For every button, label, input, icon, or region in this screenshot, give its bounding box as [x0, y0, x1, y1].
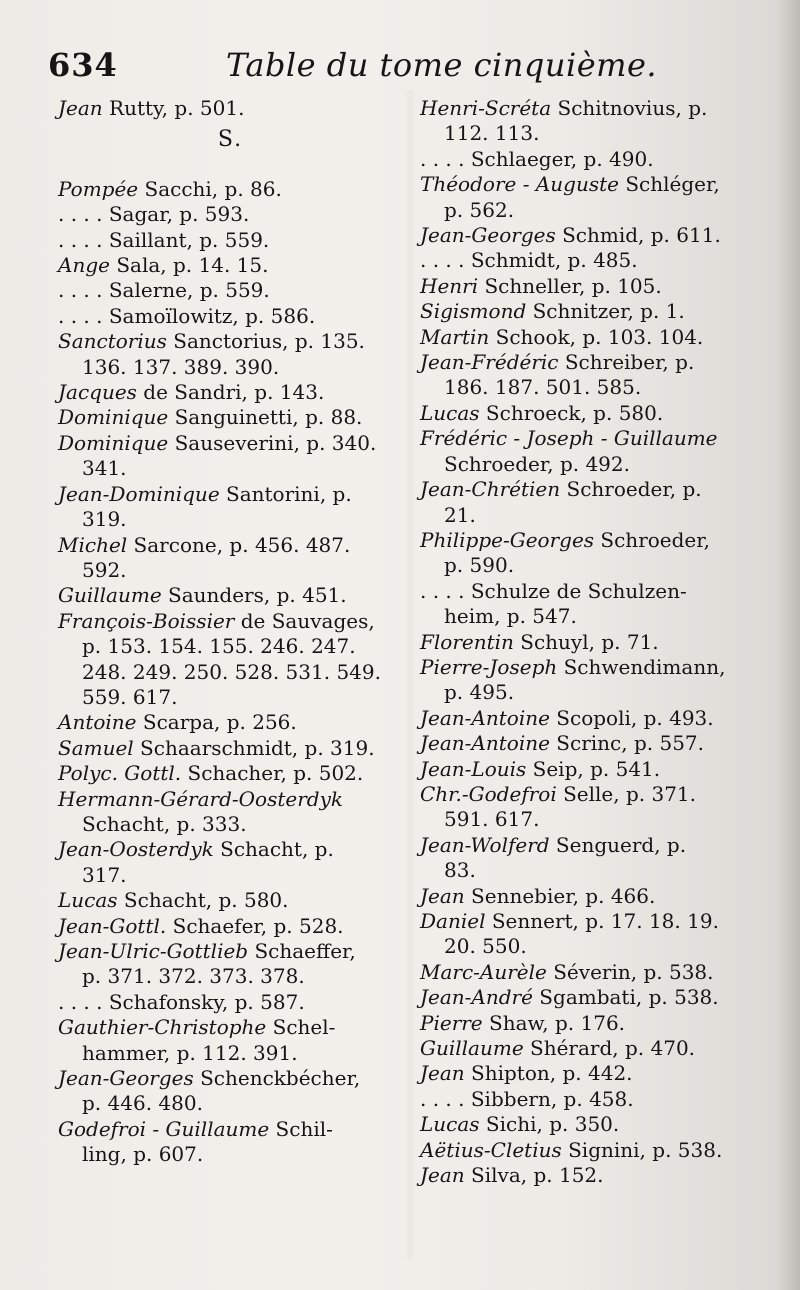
entry-continuation: ling, p. 607. — [82, 1142, 204, 1167]
entry-text: Schreiber, p. — [558, 350, 695, 375]
entry-text: . . . . Samoïlowitz, p. 586. — [58, 303, 316, 328]
entry-text: Schitnovius, p. — [551, 96, 708, 120]
given-name: Jean — [420, 1061, 465, 1086]
entry-text: Schacher, p. 502. — [181, 761, 364, 786]
index-entry — [420, 248, 792, 273]
entry-text: Scopoli, p. 493. — [549, 705, 714, 730]
entry-continuation: 592. — [82, 557, 127, 582]
entry-text: Senguerd, p. — [549, 832, 687, 857]
given-name: Lucas — [420, 1112, 480, 1137]
index-entry — [420, 630, 792, 655]
entry-text: Schmid, p. 611. — [555, 223, 721, 248]
entry-text: Scrinc, p. 557. — [549, 731, 704, 756]
column-gutter — [405, 90, 415, 1260]
index-entry — [420, 401, 792, 426]
entry-text: Sarcone, p. 456. 487. — [127, 532, 351, 557]
entry-text: Sgambati, p. 538. — [532, 985, 719, 1010]
index-entry — [420, 909, 792, 960]
index-entry — [58, 837, 403, 888]
page-header — [48, 46, 788, 96]
index-entry — [58, 609, 403, 711]
given-name: Jean-Louis — [420, 756, 527, 781]
index-entry — [420, 1163, 792, 1188]
given-name: Henri-Scréta — [420, 96, 552, 120]
index-entry — [58, 1066, 403, 1117]
entry-text: Schneller, p. 105. — [478, 273, 662, 298]
index-entry — [58, 253, 403, 278]
index-entry — [58, 431, 403, 482]
index-entry — [420, 1011, 792, 1036]
given-name: Marc-Aurèle — [420, 959, 547, 984]
given-name: Jean-Georges — [58, 1066, 194, 1091]
entry-continuation: 83. — [444, 858, 476, 883]
entry-continuation: hammer, p. 112. 391. — [82, 1040, 298, 1065]
given-name: Pompée — [58, 176, 139, 201]
entry-text: . . . . Schmidt, p. 485. — [420, 248, 638, 273]
entry-text: Santorini, p. — [219, 481, 352, 506]
entry-text: . . . . Sagar, p. 593. — [58, 202, 250, 227]
entry-text: . . . . Sibbern, p. 458. — [420, 1086, 634, 1111]
index-entry — [420, 757, 792, 782]
index-entry — [420, 1061, 792, 1086]
given-name: Jean-Gottl. — [58, 913, 167, 938]
entry-text: . . . . Schafonsky, p. 587. — [58, 989, 305, 1014]
entry-text: Sanctorius, p. 135. — [166, 329, 365, 354]
entry-text: Schenckbécher, — [193, 1066, 361, 1091]
index-entry — [58, 1117, 403, 1168]
given-name: Sigismond — [420, 299, 527, 324]
entry-continuation: 317. — [82, 862, 127, 887]
index-entry — [58, 914, 403, 939]
entry-text: Schaeffer, — [248, 939, 356, 963]
index-entry — [58, 990, 403, 1015]
entry-continuation: p. 153. 154. 155. 246. 247. 248. 249. 250. 528. 531. 549. 559. 617. — [82, 634, 381, 709]
given-name: Théodore - Auguste — [420, 172, 619, 197]
given-name: Jean-Ulric-Gottlieb — [58, 939, 249, 963]
entry-text: Schacht, p. — [213, 837, 334, 862]
given-name: Jean — [420, 1163, 465, 1188]
given-name: Martin — [420, 324, 490, 349]
entry-continuation: 186. 187. 501. 585. — [444, 375, 642, 400]
index-entry — [420, 477, 792, 528]
entry-text: Schaarschmidt, p. 319. — [133, 735, 375, 760]
entry-text: Sichi, p. 350. — [479, 1112, 620, 1137]
entry-text: Sennebier, p. 466. — [464, 883, 656, 908]
index-entry — [420, 833, 792, 884]
entry-text: . . . . Schulze de Schulzen- — [420, 578, 687, 603]
given-name: Jean-André — [420, 985, 533, 1010]
entry-continuation: 341. — [82, 456, 127, 481]
given-name: Daniel — [420, 909, 486, 933]
index-entry — [420, 960, 792, 985]
index-entry — [420, 1087, 792, 1112]
given-name: Jean-Dominique — [58, 481, 220, 506]
entry-text: Schnitzer, p. 1. — [526, 299, 685, 324]
entry-text: Séverin, p. 538. — [546, 959, 714, 984]
entry-text: Saunders, p. 451. — [161, 583, 347, 608]
index-entry — [58, 278, 403, 303]
index-entry — [58, 710, 403, 735]
entry-text: Schaefer, p. 528. — [166, 913, 344, 938]
given-name: Guillaume — [58, 583, 162, 608]
given-name: Gauthier-Christophe — [58, 1015, 267, 1040]
index-entry — [58, 939, 403, 990]
page-number: 634 — [48, 46, 118, 84]
entry-text: . . . . Saillant, p. 559. — [58, 227, 270, 252]
given-name: Guillaume — [420, 1036, 524, 1061]
entry-continuation: 591. 617. — [444, 807, 540, 832]
entry-text: Schroeder, — [594, 527, 710, 552]
entry-continuation: 21. — [444, 502, 476, 527]
entry-text: Schroeder, p. — [560, 477, 702, 502]
index-entry — [58, 482, 403, 533]
entry-continuation: p. 446. 480. — [82, 1091, 203, 1116]
index-column-left — [58, 96, 403, 1168]
entry-text: Schléger, — [618, 172, 720, 197]
entry-text: Schuyl, p. 71. — [513, 629, 659, 654]
entry-text: Schil- — [269, 1116, 333, 1141]
given-name: François-Boissier — [58, 608, 235, 633]
entry-continuation: p. 371. 372. 373. 378. — [82, 964, 305, 989]
index-entry — [420, 426, 792, 477]
index-column-right — [420, 96, 792, 1188]
given-name: Jean-Oosterdyk — [58, 837, 214, 862]
index-entry — [420, 96, 792, 147]
entry-continuation: heim, p. 547. — [444, 604, 577, 629]
section-letter: S. — [217, 127, 244, 153]
index-entry — [58, 583, 403, 608]
index-entry — [420, 299, 792, 324]
given-name: Dominique — [58, 430, 169, 455]
given-name: Jean-Chrétien — [420, 477, 561, 502]
entry-text: Schwendimann, — [557, 654, 726, 679]
entry-text: Sennert, p. 17. 18. 19. — [485, 909, 719, 933]
index-entry — [58, 380, 403, 405]
entry-text: Shérard, p. 470. — [523, 1036, 696, 1061]
entry-text: Schacht, p. 580. — [117, 888, 289, 913]
index-entry — [420, 579, 792, 630]
index-entry — [58, 329, 403, 380]
given-name: Michel — [58, 532, 128, 557]
entry-text: Schel- — [266, 1015, 336, 1040]
entry-text: Sauseverini, p. 340. — [168, 430, 377, 455]
given-name: Pierre-Joseph — [420, 654, 558, 679]
entry-continuation: Schroeder, p. 492. — [444, 451, 630, 476]
entry-continuation: 20. 550. — [444, 934, 527, 959]
entry-text: Silva, p. 152. — [464, 1163, 604, 1188]
index-entry — [58, 761, 403, 786]
index-entry — [420, 731, 792, 756]
entry-text: Scarpa, p. 256. — [136, 710, 297, 735]
given-name: Jacques — [58, 380, 137, 405]
given-name: Philippe-Georges — [420, 527, 595, 552]
index-entry — [58, 533, 403, 584]
entry-text: Shipton, p. 442. — [464, 1061, 633, 1086]
index-entry — [420, 655, 792, 706]
index-entry — [58, 96, 403, 121]
index-entry — [58, 888, 403, 913]
index-entry — [58, 736, 403, 761]
entry-continuation: 112. 113. — [444, 121, 540, 146]
given-name: Jean-Antoine — [420, 731, 550, 756]
index-entry — [420, 147, 792, 172]
given-name: Jean-Georges — [420, 223, 556, 248]
index-entry — [420, 985, 792, 1010]
given-name: Polyc. Gottl. — [58, 761, 182, 786]
entry-text: Signini, p. 538. — [561, 1137, 723, 1162]
index-entry — [420, 350, 792, 401]
index-entry — [58, 1015, 403, 1066]
given-name: Godefroi - Guillaume — [58, 1116, 270, 1141]
entry-text: de Sandri, p. 143. — [136, 380, 325, 405]
given-name: Lucas — [420, 400, 480, 425]
given-name: Jean — [420, 883, 465, 908]
entry-continuation: 319. — [82, 507, 127, 532]
index-entry — [420, 1036, 792, 1061]
entry-text: Schroeck, p. 580. — [479, 400, 664, 425]
index-entry — [58, 202, 403, 227]
given-name: Jean — [58, 96, 103, 120]
given-name: Hermann-Gérard-Oosterdyk — [58, 786, 344, 811]
given-name: Sanctorius — [58, 329, 167, 354]
index-entry — [420, 274, 792, 299]
given-name: Jean-Antoine — [420, 705, 550, 730]
index-entry — [58, 787, 403, 838]
index-entry — [58, 228, 403, 253]
given-name: Chr.-Godefroi — [420, 781, 557, 806]
index-entry — [420, 172, 792, 223]
entry-text: Shaw, p. 176. — [482, 1010, 626, 1035]
index-entry — [58, 304, 403, 329]
running-title: Table du tome cinquième. — [226, 46, 658, 84]
given-name: Jean-Frédéric — [420, 350, 559, 375]
entry-continuation: p. 495. — [444, 680, 515, 705]
entry-continuation: 136. 137. 389. 390. — [82, 354, 280, 379]
given-name: Frédéric - Joseph - Guillaume — [420, 426, 718, 451]
given-name: Pierre — [420, 1010, 483, 1035]
given-name: Dominique — [58, 405, 169, 430]
given-name: Henri — [420, 273, 479, 298]
entry-continuation: p. 562. — [444, 197, 515, 222]
entry-continuation: p. 590. — [444, 553, 515, 578]
index-entry — [58, 177, 403, 202]
given-name: Aëtius-Cletius — [420, 1137, 562, 1162]
index-entry — [420, 706, 792, 731]
given-name: Jean-Wolferd — [420, 832, 550, 857]
given-name: Samuel — [58, 735, 134, 760]
entry-text: Sanguinetti, p. 88. — [168, 405, 363, 430]
entry-text: Selle, p. 371. — [556, 781, 697, 806]
index-entry — [420, 1112, 792, 1137]
entry-text: Schook, p. 103. 104. — [489, 324, 704, 349]
entry-text: Seip, p. 541. — [526, 756, 661, 781]
entry-text: . . . . Salerne, p. 559. — [58, 278, 270, 303]
index-entry — [58, 405, 403, 430]
index-entry — [420, 223, 792, 248]
given-name: Antoine — [58, 710, 137, 735]
index-entry — [420, 528, 792, 579]
entry-text: de Sauvages, — [234, 608, 375, 633]
entry-text: . . . . Schlaeger, p. 490. — [420, 146, 654, 171]
index-entry — [420, 325, 792, 350]
entry-text: Sacchi, p. 86. — [138, 176, 282, 201]
given-name: Ange — [58, 253, 110, 278]
index-entry — [420, 1138, 792, 1163]
given-name: Florentin — [420, 629, 514, 654]
entry-continuation: Schacht, p. 333. — [82, 811, 247, 836]
entry-text: Sala, p. 14. 15. — [109, 253, 269, 278]
index-entry — [420, 782, 792, 833]
given-name: Lucas — [58, 888, 118, 913]
entry-text: Rutty, p. 501. — [102, 96, 245, 120]
index-entry — [420, 884, 792, 909]
